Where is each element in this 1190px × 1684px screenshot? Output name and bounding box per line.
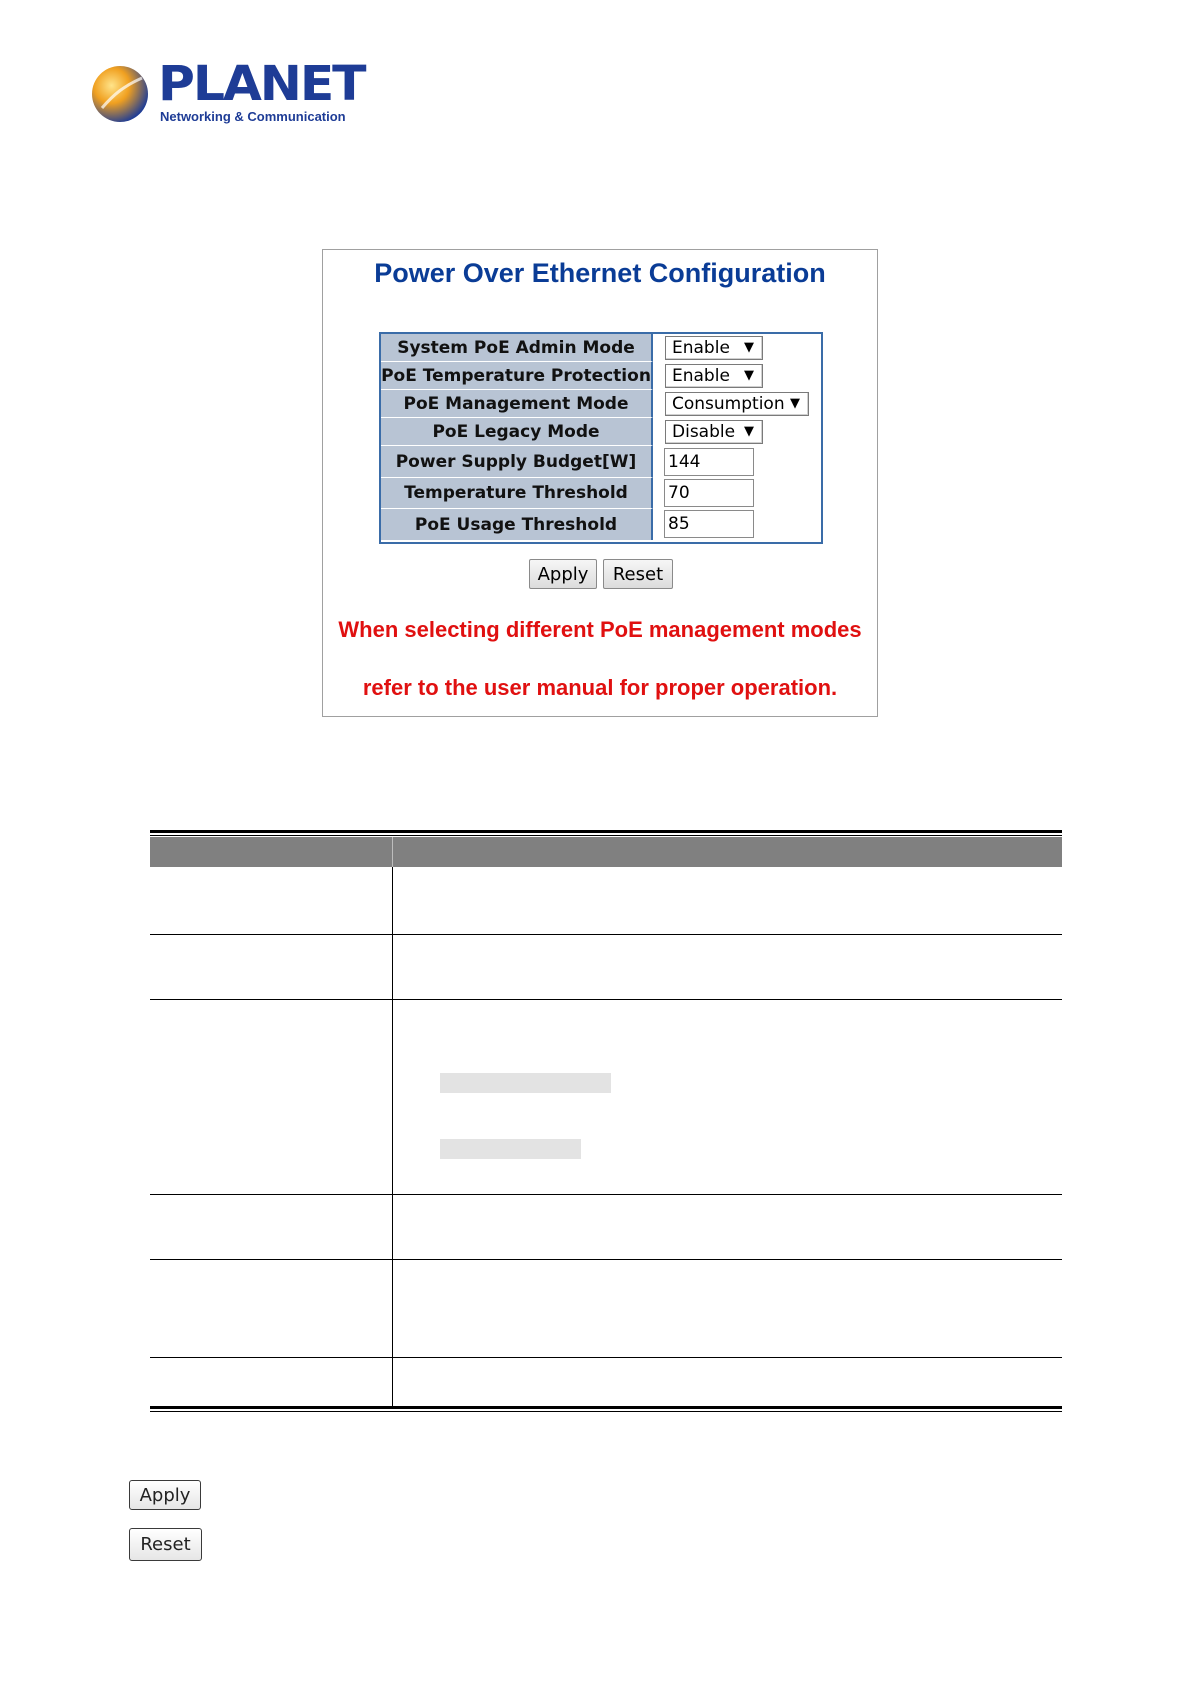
triangle-down-icon: ▼ xyxy=(744,368,754,383)
table-top-rule xyxy=(150,835,1062,836)
row-label: Power Supply Budget[W] xyxy=(381,446,653,478)
config-row-temp-protection xyxy=(381,362,821,390)
temp-protection-select[interactable] xyxy=(665,364,763,388)
row-label: PoE Management Mode xyxy=(381,390,653,418)
table-bottom-rule xyxy=(150,1406,1062,1409)
reset-button[interactable]: Reset xyxy=(603,559,673,589)
apply-button[interactable]: Apply xyxy=(529,559,597,589)
row-label: PoE Legacy Mode xyxy=(381,418,653,446)
table-column-divider xyxy=(392,867,393,1406)
table-row-divider xyxy=(150,1357,1062,1358)
row-label: PoE Temperature Protection xyxy=(381,362,653,390)
table-row-divider xyxy=(150,934,1062,935)
table-row-divider xyxy=(150,1259,1062,1260)
admin-mode-select[interactable] xyxy=(665,336,763,360)
page-reset-button[interactable]: Reset xyxy=(129,1528,202,1561)
config-row-temp-threshold xyxy=(381,478,821,509)
config-row-management-mode xyxy=(381,390,821,418)
triangle-down-icon: ▼ xyxy=(744,424,754,439)
logo-tagline: Networking & Communication xyxy=(160,109,346,124)
config-row-admin-mode xyxy=(381,334,821,362)
select-value: Enable xyxy=(672,338,730,358)
highlight-block xyxy=(440,1139,581,1159)
management-mode-select[interactable] xyxy=(665,392,809,416)
description-table xyxy=(150,830,1062,1412)
table-top-rule xyxy=(150,830,1062,833)
config-row-legacy-mode xyxy=(381,418,821,446)
triangle-down-icon: ▼ xyxy=(744,340,754,355)
planet-globe-icon xyxy=(90,64,150,124)
config-row-usage-threshold xyxy=(381,509,821,540)
table-header-divider xyxy=(392,837,393,867)
select-value: Disable xyxy=(672,422,736,442)
page-apply-button[interactable]: Apply xyxy=(129,1480,201,1510)
poe-config-table xyxy=(379,332,823,544)
temp-threshold-input[interactable]: 70 xyxy=(664,479,754,507)
legacy-mode-select[interactable] xyxy=(665,420,763,444)
highlight-block xyxy=(440,1073,611,1093)
table-row-divider xyxy=(150,1194,1062,1195)
usage-threshold-input[interactable]: 85 xyxy=(664,510,754,538)
table-header xyxy=(150,837,1062,867)
power-budget-input[interactable]: 144 xyxy=(664,448,754,476)
select-value: Consumption xyxy=(672,394,785,414)
triangle-down-icon: ▼ xyxy=(790,396,800,411)
panel-title: Power Over Ethernet Configuration xyxy=(374,258,826,288)
logo-wordmark: PLANET xyxy=(158,56,365,112)
row-label: PoE Usage Threshold xyxy=(381,509,653,540)
warning-line-2: refer to the user manual for proper operation. xyxy=(362,675,838,700)
warning-line-1: When selecting different PoE management modes xyxy=(338,617,862,642)
row-label: System PoE Admin Mode xyxy=(381,334,653,362)
table-row-divider xyxy=(150,999,1062,1000)
select-value: Enable xyxy=(672,366,730,386)
table-bottom-rule xyxy=(150,1411,1062,1412)
row-label: Temperature Threshold xyxy=(381,478,653,509)
planet-logo xyxy=(90,56,365,130)
poe-config-panel xyxy=(322,249,878,717)
config-row-power-budget xyxy=(381,446,821,478)
